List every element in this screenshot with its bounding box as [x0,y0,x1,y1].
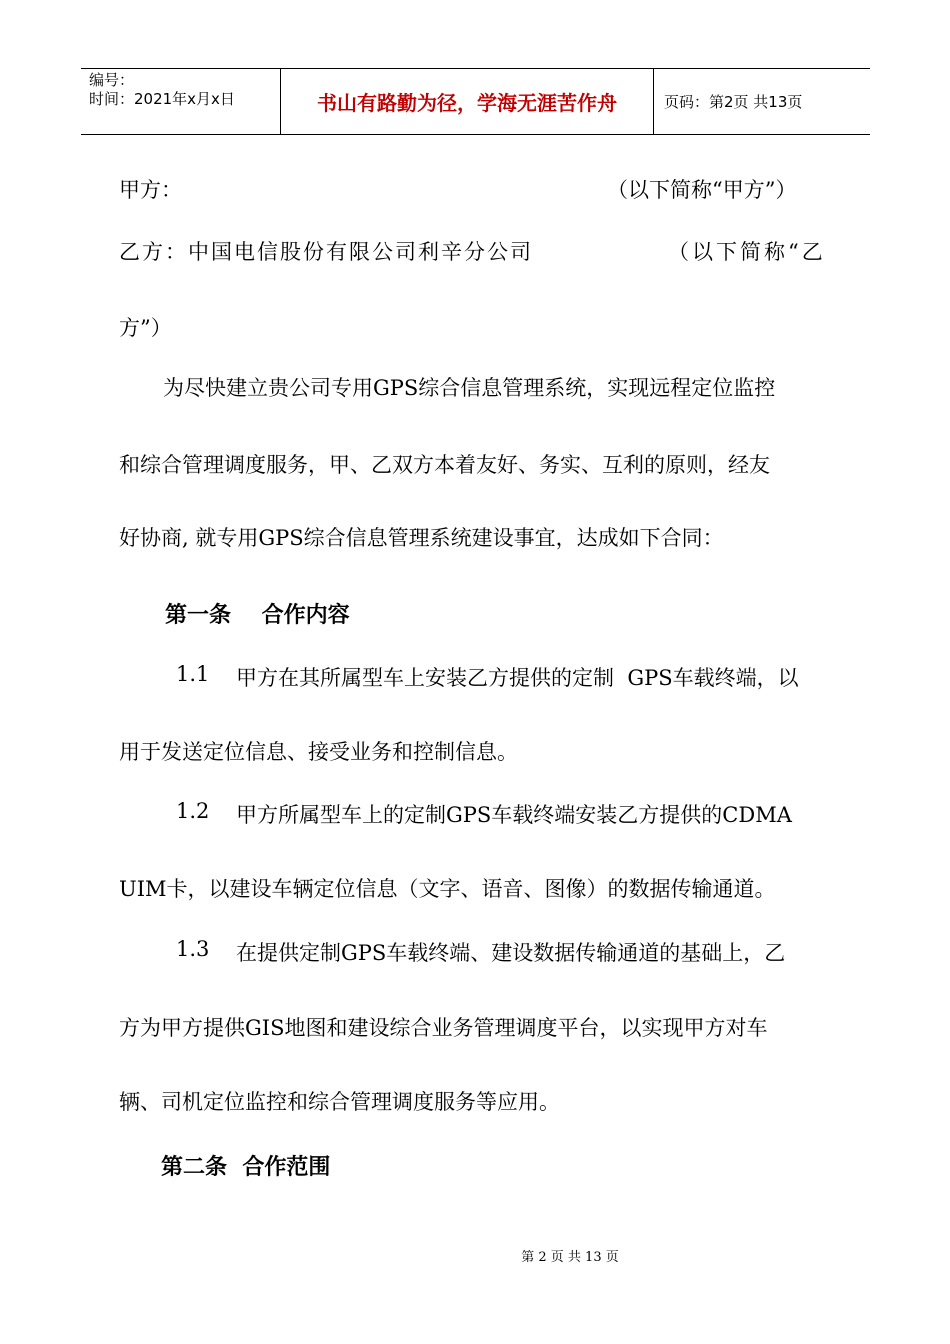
clause-1-2-number: 1.2 [176,799,210,823]
party-a-alias: （以下简称“甲方”） [607,178,797,202]
party-a-label: 甲方： [119,178,182,202]
clause-1-2-line-2: UIM卡，以建设车辆定位信息（文字、语音、图像）的数据传输通道。 [119,877,776,901]
clause-1-2-line-1: 甲方所属型车上的定制GPS车载终端安装乙方提供的CDMA [236,803,792,827]
party-b-alias-cont: 方”） [119,316,172,340]
clause-1-3-line-1: 在提供定制GPS车载终端、建设数据传输通道的基础上，乙 [236,941,786,965]
doc-number-label: 编号： [89,71,135,89]
article-1-title: 第一条 合作内容 [165,603,350,628]
intro-line-1: 为尽快建立贵公司专用GPS综合信息管理系统，实现远程定位监控 [163,376,776,400]
clause-1-1-line-1: 甲方在其所属型车上安装乙方提供的定制 GPS车载终端，以 [236,666,799,690]
document-header [81,68,870,135]
doc-time-label: 时间：2021年x月x日 [89,90,235,108]
article-2-title: 第二条 合作范围 [161,1155,331,1180]
clause-1-3-number: 1.3 [176,937,210,961]
clause-1-1-number: 1.1 [176,662,210,686]
header-left-cell [81,69,281,134]
party-b-alias: （以下简称“乙 [668,240,826,264]
page-footer: 第 2 页 共 13 页 [521,1250,619,1265]
intro-line-3: 好协商, 就专用GPS综合信息管理系统建设事宜，达成如下合同： [119,526,724,550]
clause-1-3-line-2: 方为甲方提供GIS地图和建设综合业务管理调度平台，以实现甲方对车 [119,1016,768,1040]
clause-1-3-line-3: 辆、司机定位监控和综合管理调度服务等应用。 [119,1090,560,1114]
party-b-label: 乙方：中国电信股份有限公司利辛分公司 [119,240,533,264]
header-page-info: 页码：第2页 共13页 [664,93,803,111]
header-motto: 书山有路勤为径，学海无涯苦作舟 [281,69,654,134]
clause-1-1-line-2: 用于发送定位信息、接受业务和控制信息。 [119,740,518,764]
intro-line-2: 和综合管理调度服务，甲、乙双方本着友好、务实、互利的原则，经友 [119,453,770,477]
